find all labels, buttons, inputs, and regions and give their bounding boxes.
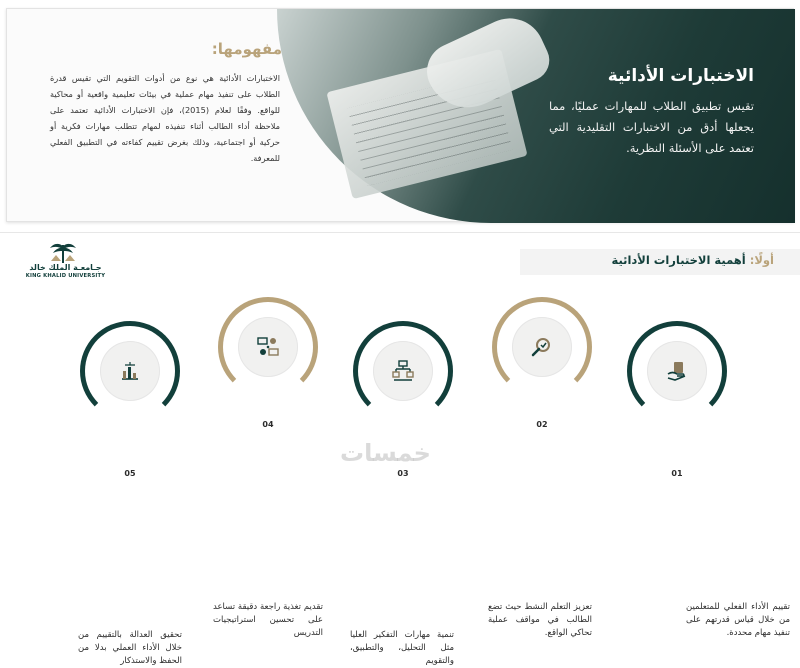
importance-title-prefix: أولًا: <box>745 253 774 267</box>
card-icon-disc <box>647 341 707 401</box>
card-text-04: تقديم تغذية راجعة دقيقة تساعد على تحسين استراتيجيات التدريس <box>213 602 323 638</box>
card-icon-disc <box>512 317 572 377</box>
card-icon-disc <box>238 317 298 377</box>
top-slide <box>0 0 800 228</box>
watermark-text: خمسات <box>340 439 431 467</box>
card-number: 01 <box>671 469 683 478</box>
card-number: 02 <box>536 420 548 429</box>
card-icon-disc <box>373 341 433 401</box>
importance-card-05 <box>75 321 185 478</box>
card-text-01: تقييم الأداء الفعلي للمتعلمين من خلال قياس قدرتهم على تنفيذ مهام محددة. <box>686 602 790 638</box>
card-number: 04 <box>262 420 274 429</box>
card-text-05: تحقيق العدالة بالتقييم من خلال الأداء العملي بدلا من الحفظ والاستذكار <box>78 630 182 666</box>
flowchart-icon <box>391 359 415 383</box>
card-number: 05 <box>124 469 136 478</box>
card-icon-disc <box>100 341 160 401</box>
magnifier-icon <box>530 335 554 359</box>
card-text-03: تنمية مهارات التفكير العليا مثل التحليل، والتطبيق، والتقويم <box>350 630 454 666</box>
logo-english-text: KING KHALID UNIVERSITY <box>25 273 106 279</box>
bottom-slide <box>0 232 800 666</box>
concepts-heading: مفهومها: <box>211 40 282 58</box>
feedback-exchange-icon <box>256 335 280 359</box>
card-number: 03 <box>397 469 409 478</box>
card-text-02: تعزيز التعلم النشط حيث تضع الطالب في مواقف عملية تحاكي الواقع. <box>488 602 592 638</box>
document-hand-icon <box>665 359 689 383</box>
performance-tests-description: تقيس تطبيق الطلاب للمهارات عمليًا، مما يجعلها أدق من الاختبارات التقليدية التي تعتمد على الأسئلة النظرية. <box>549 99 754 155</box>
university-logo <box>18 241 113 283</box>
balance-chart-icon <box>118 359 142 383</box>
importance-title-main: أهمية الاختبارات الأدائية <box>611 253 746 267</box>
concepts-paragraph: الاختبارات الأدائية هي نوع من أدوات التقويم التي تقيس قدرة الطلاب على تنفيذ مهام عملية في بيئات تعليمية واقعية أو محاكية للواقع. وفقًا لعلام (2015)، فإن الاختبارات الأدائية تعتمد على ملاحظة أداء الطالب أثناء تنفيذه لمهام تتطلب مهارات فكرية أو حركية أو اجتماعية، وذلك بغرض تقييم كفاءته في التطبيق الفعلي للمعرفة. <box>50 73 280 163</box>
importance-title <box>611 253 774 267</box>
importance-card-01 <box>622 321 732 478</box>
importance-card-02 <box>487 297 597 429</box>
logo-arabic-text: جـامعـة الملك خالد <box>29 263 102 272</box>
performance-tests-title: الاختبارات الأدائية <box>607 66 754 86</box>
importance-card-04 <box>213 297 323 429</box>
